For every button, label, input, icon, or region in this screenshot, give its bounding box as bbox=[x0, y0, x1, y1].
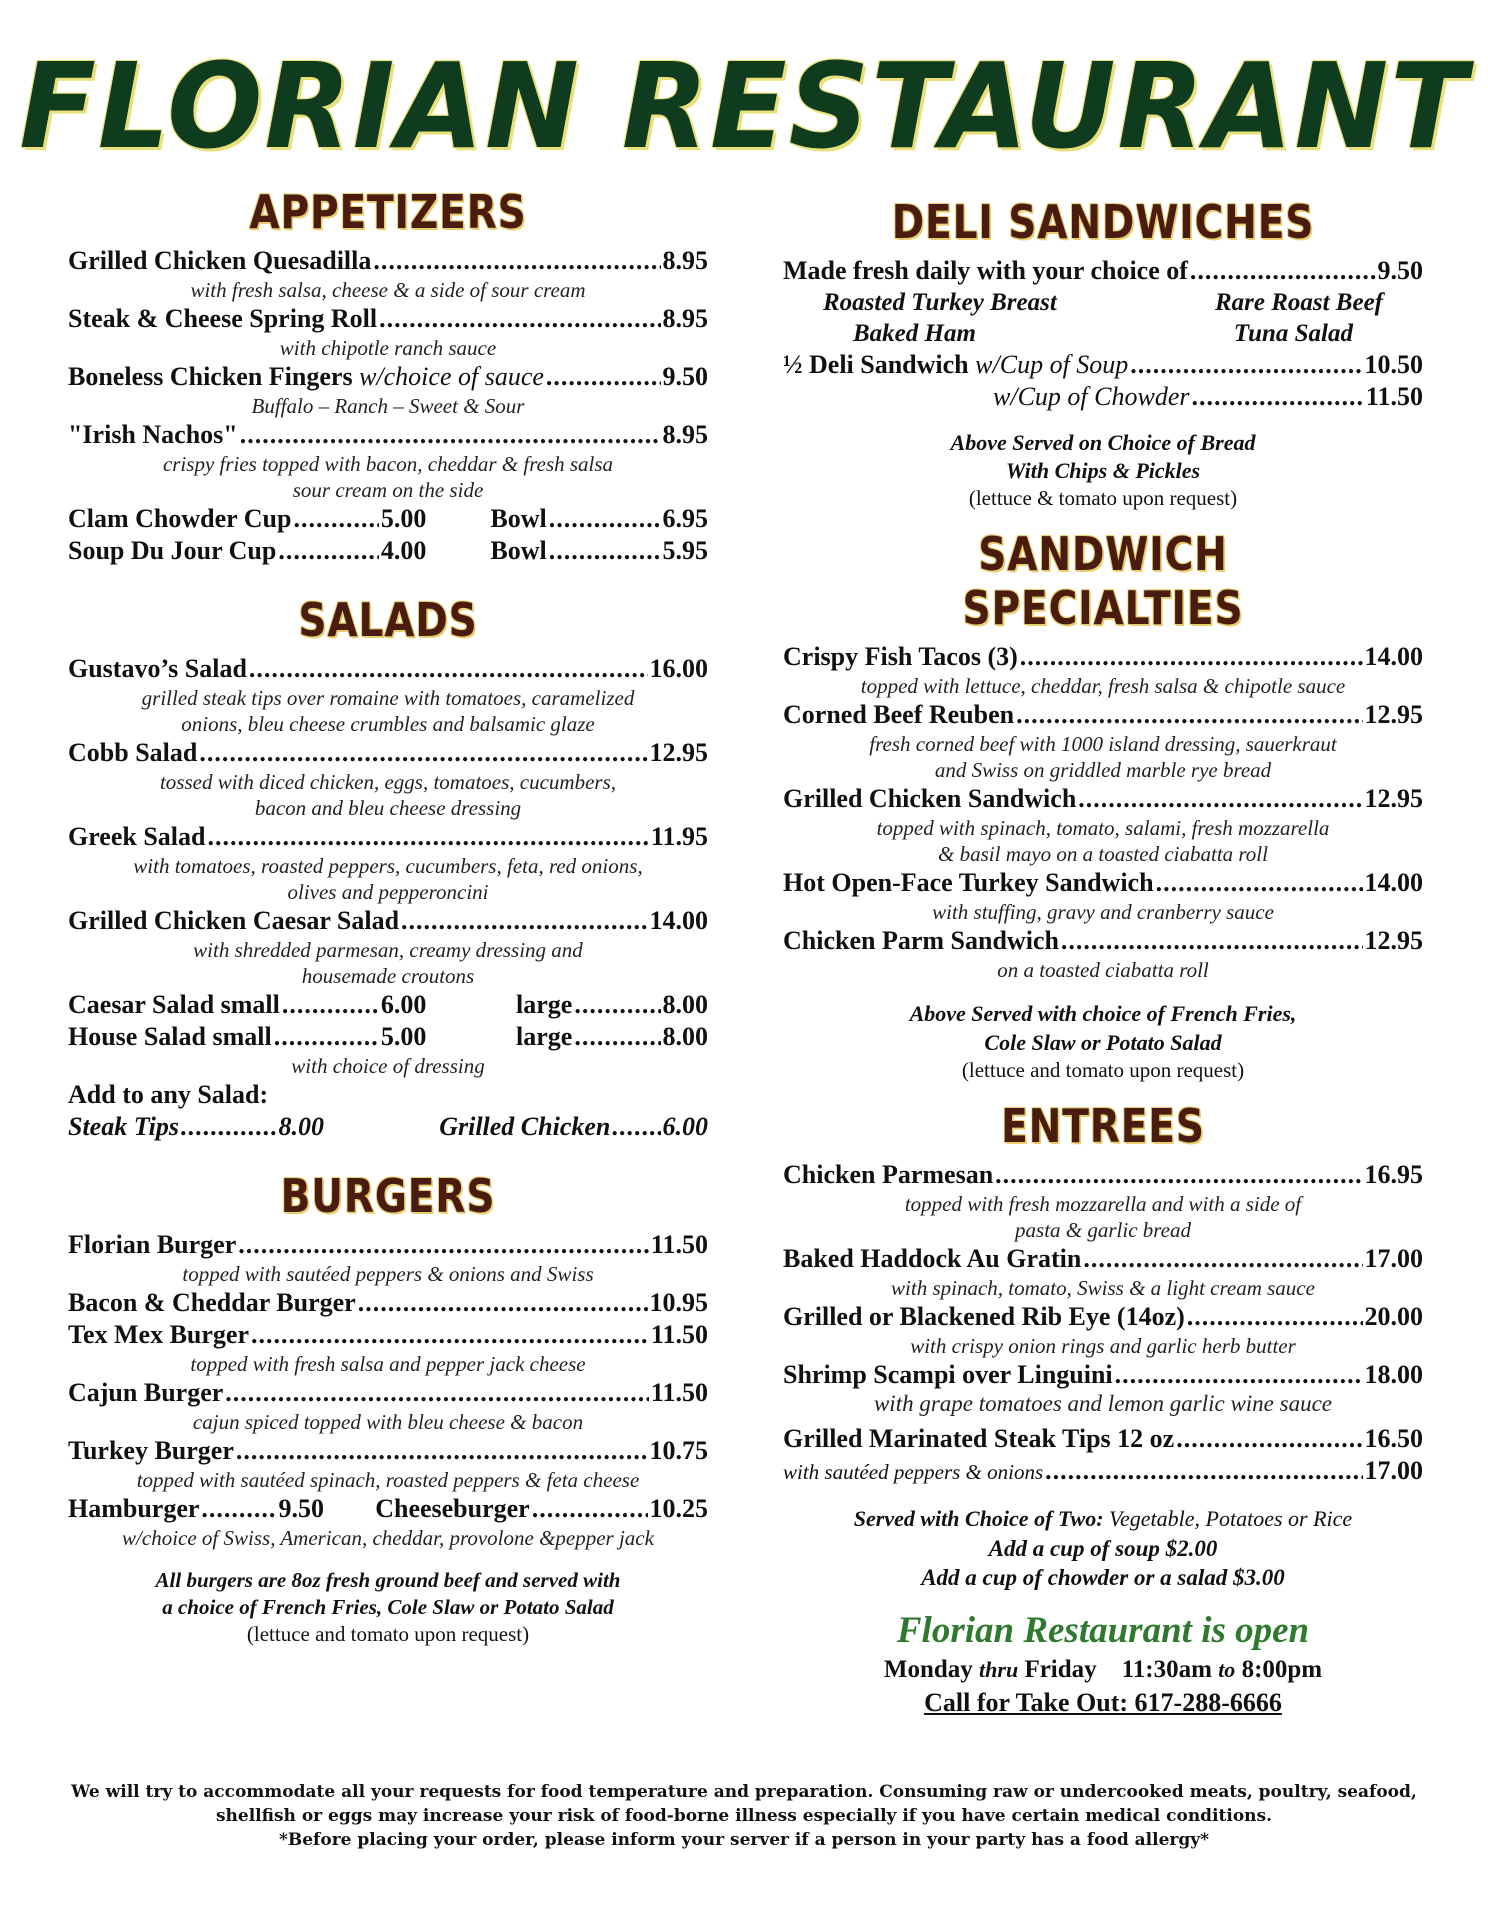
deli-note: With Chips & Pickles bbox=[1005, 458, 1201, 483]
menu-item: Grilled or Blackened Rib Eye (14oz) ..... 20.00 bbox=[783, 1301, 1423, 1333]
burger-note: All burgers are 8oz fresh ground beef and served with bbox=[155, 1568, 621, 1592]
take-out-phone[interactable]: Call for Take Out: 617-288-6666 bbox=[924, 1688, 1282, 1717]
item-desc: with spinach, tomato, Swiss & a light cream sauce bbox=[891, 1276, 1315, 1300]
hours: Monday thru Friday 11:30am to 8:00pm bbox=[883, 1656, 1323, 1683]
specialties-list bbox=[783, 641, 1423, 1083]
item-desc: with stuffing, gravy and cranberry sauce bbox=[932, 900, 1274, 924]
item-desc: with choice of dressing bbox=[291, 1054, 485, 1078]
item-desc: topped with fresh salsa and pepper jack cheese bbox=[190, 1352, 586, 1376]
menu-item: "Irish Nachos" ..... 8.95 bbox=[68, 419, 708, 451]
burgers-heading: BURGERS bbox=[280, 1169, 496, 1223]
salads-list bbox=[68, 653, 708, 1143]
restaurant-title: FLORIAN RESTAURANT bbox=[19, 38, 1469, 176]
deli-note-plain: (lettuce & tomato upon request) bbox=[968, 486, 1238, 510]
left-column bbox=[68, 185, 708, 1647]
item-desc: olives and pepperoncini bbox=[287, 880, 489, 904]
item-desc: pasta & garlic bread bbox=[1015, 1218, 1191, 1242]
add-to-salad-label: Add to any Salad: bbox=[68, 1080, 269, 1109]
item-desc: with tomatoes, roasted peppers, cucumbers, feta, red onions, bbox=[133, 854, 643, 878]
item-desc: fresh corned beef with 1000 island dressing, sauerkraut bbox=[869, 732, 1337, 756]
menu-item: Bacon & Cheddar Burger ..... 10.95 bbox=[68, 1287, 708, 1319]
salad-addons: Steak Tips ..... 8.00 Grilled Chicken ..... 6.00 bbox=[68, 1111, 708, 1143]
menu-item: Made fresh daily with your choice of ..... 9.50 bbox=[783, 255, 1423, 287]
item-desc: and Swiss on griddled marble rye bread bbox=[934, 758, 1272, 782]
menu-item: Steak & Cheese Spring Roll ..... 8.95 bbox=[68, 303, 708, 335]
item-desc: with chipotle ranch sauce bbox=[279, 336, 497, 360]
item-desc: on a toasted ciabatta roll bbox=[997, 958, 1209, 982]
menu-item: Turkey Burger ..... 10.75 bbox=[68, 1435, 708, 1467]
menu-item: Cajun Burger ..... 11.50 bbox=[68, 1377, 708, 1409]
appetizers-heading: APPETIZERS bbox=[249, 185, 527, 239]
deli-options-row: Baked Ham Tuna Salad bbox=[853, 320, 1353, 347]
salad-size-row: House Salad small ..... 5.00 large ..... 8.00 bbox=[68, 1021, 708, 1053]
entrees-served: Served with Choice of Two: Vegetable, Potatoes or Rice bbox=[853, 1506, 1353, 1531]
item-desc: with crispy onion rings and garlic herb butter bbox=[910, 1334, 1296, 1358]
entrees-addon: Add a cup of soup $2.00 bbox=[988, 1536, 1218, 1561]
salads-heading: SALADS bbox=[298, 593, 478, 647]
burger-note: a choice of French Fries, Cole Slaw or Potato Salad bbox=[162, 1595, 614, 1619]
item-desc: tossed with diced chicken, eggs, tomatoes, cucumbers, bbox=[159, 770, 617, 794]
item-desc: topped with sautéed spinach, roasted peppers & feta cheese bbox=[136, 1468, 640, 1492]
menu-item: Grilled Chicken Caesar Salad ..... 14.00 bbox=[68, 905, 708, 937]
entrees-addon: Add a cup of chowder or a salad $3.00 bbox=[921, 1565, 1285, 1590]
item-desc: topped with fresh mozzarella and with a side of bbox=[904, 1192, 1302, 1216]
menu-item: Boneless Chicken Fingers w/choice of sauce ..... 9.50 bbox=[68, 361, 708, 393]
item-desc: w/choice of Swiss, American, cheddar, provolone &pepper jack bbox=[122, 1526, 654, 1550]
menu-item: Hot Open-Face Turkey Sandwich ..... 14.00 bbox=[783, 867, 1423, 899]
item-desc: onions, bleu cheese crumbles and balsamic glaze bbox=[181, 712, 595, 736]
menu-item: with sautéed peppers & onions ..... 17.00 bbox=[783, 1455, 1423, 1488]
soup-row: Clam Chowder Cup ..... 5.00 Bowl ..... 6.95 bbox=[68, 503, 708, 535]
item-desc: housemade croutons bbox=[301, 964, 475, 988]
deli-heading: DELI SANDWICHES bbox=[891, 195, 1315, 249]
entrees-heading: ENTREES bbox=[1001, 1099, 1205, 1153]
menu-item: ½ Deli Sandwich w/Cup of Soup ..... 10.50 bbox=[783, 349, 1423, 381]
item-desc: Buffalo – Ranch – Sweet & Sour bbox=[251, 394, 525, 418]
burger-note-plain: (lettuce and tomato upon request) bbox=[246, 1622, 530, 1646]
item-desc: crispy fries topped with bacon, cheddar & fresh salsa bbox=[162, 452, 614, 476]
soup-row: Soup Du Jour Cup ..... 4.00 Bowl ..... 5.95 bbox=[68, 535, 708, 567]
item-desc: grilled steak tips over romaine with tomatoes, caramelized bbox=[141, 686, 635, 710]
specialties-heading: SANDWICH SPECIALTIES bbox=[962, 527, 1244, 635]
food-disclaimer: We will try to accommodate all your requests for food temperature and preparation. Consuming raw or undercooked meats, poultry, seafood, shellfish or eggs may increase your risk of food-borne illness especially if you have certain medical conditions. *Before placing your order, please inform your server if a person in your party has a food allergy* bbox=[71, 1782, 1417, 1850]
entrees-list bbox=[783, 1159, 1423, 1720]
menu-item: Crispy Fish Tacos (3) ..... 14.00 bbox=[783, 641, 1423, 673]
item-desc: cajun spiced topped with bleu cheese & bacon bbox=[192, 1410, 584, 1434]
menu-item: Shrimp Scampi over Linguini ..... 18.00 bbox=[783, 1359, 1423, 1391]
menu-item: Grilled Chicken Sandwich ..... 12.95 bbox=[783, 783, 1423, 815]
open-title: Florian Restaurant is open bbox=[896, 1610, 1310, 1651]
item-desc: sour cream on the side bbox=[292, 478, 484, 502]
menu-item: Chicken Parmesan ..... 16.95 bbox=[783, 1159, 1423, 1191]
item-desc: topped with spinach, tomato, salami, fresh mozzarella bbox=[876, 816, 1330, 840]
item-desc: topped with lettuce, cheddar, fresh salsa & chipotle sauce bbox=[860, 674, 1346, 698]
right-column bbox=[783, 195, 1423, 1720]
menu-item: w/Cup of Chowder ..... 11.50 bbox=[783, 381, 1423, 413]
menu-item: Gustavo’s Salad ..... 16.00 bbox=[68, 653, 708, 685]
deli-note: Above Served on Choice of Bread bbox=[950, 430, 1256, 455]
specialties-note-plain: (lettuce and tomato upon request) bbox=[961, 1058, 1245, 1082]
deli-options-row: Roasted Turkey Breast Rare Roast Beef bbox=[823, 289, 1383, 316]
item-desc: & basil mayo on a toasted ciabatta roll bbox=[938, 842, 1268, 866]
specialties-note: Above Served with choice of French Fries, bbox=[909, 1001, 1297, 1026]
deli-list bbox=[783, 255, 1423, 511]
menu-item: Greek Salad ..... 11.95 bbox=[68, 821, 708, 853]
menu-item: Cobb Salad ..... 12.95 bbox=[68, 737, 708, 769]
item-desc: bacon and bleu cheese dressing bbox=[254, 796, 522, 820]
menu-item: Corned Beef Reuben ..... 12.95 bbox=[783, 699, 1423, 731]
menu-item: Chicken Parm Sandwich ..... 12.95 bbox=[783, 925, 1423, 957]
menu-item: Tex Mex Burger ..... 11.50 bbox=[68, 1319, 708, 1351]
salad-size-row: Caesar Salad small ..... 6.00 large ..... 8.00 bbox=[68, 989, 708, 1021]
burgers-list bbox=[68, 1229, 708, 1647]
menu-item: Baked Haddock Au Gratin ..... 17.00 bbox=[783, 1243, 1423, 1275]
hamburger-row: Hamburger ..... 9.50 Cheeseburger ..... 10.25 bbox=[68, 1493, 708, 1525]
item-desc: topped with sautéed peppers & onions and Swiss bbox=[182, 1262, 594, 1286]
item-desc: with shredded parmesan, creamy dressing and bbox=[193, 938, 583, 962]
menu-item: Florian Burger ..... 11.50 bbox=[68, 1229, 708, 1261]
item-desc: with grape tomatoes and lemon garlic wine sauce bbox=[873, 1391, 1333, 1416]
appetizers-list bbox=[68, 245, 708, 567]
specialties-note: Cole Slaw or Potato Salad bbox=[984, 1030, 1222, 1055]
menu-item: Grilled Chicken Quesadilla ..... 8.95 bbox=[68, 245, 708, 277]
item-desc: with fresh salsa, cheese & a side of sour cream bbox=[190, 278, 586, 302]
menu-item: Grilled Marinated Steak Tips 12 oz ..... 16.50 bbox=[783, 1423, 1423, 1455]
